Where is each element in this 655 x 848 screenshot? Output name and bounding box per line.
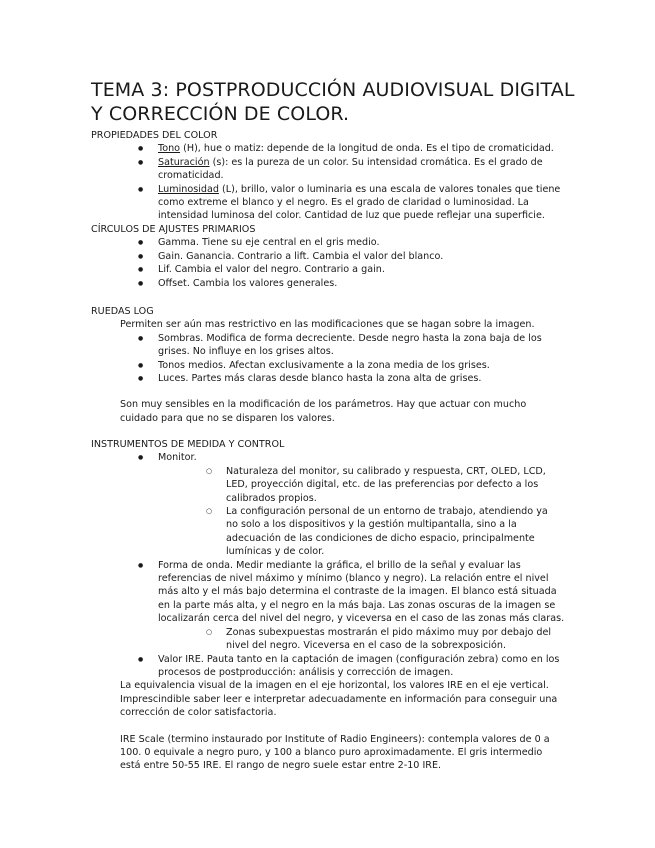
list-item: ● Valor IRE. Pauta tanto en la captación de imagen (configuración zebra) como en los procesos de postproducción: análisis y corrección de imagen.	[158, 653, 568, 680]
bullet-list	[91, 332, 571, 386]
section-note: Son muy sensibles en la modificación de los parámetros. Hay que actuar con mucho cuidado para que no se disparen los valores.	[120, 399, 527, 424]
bullet-list	[91, 451, 571, 464]
list-item	[158, 142, 568, 155]
section-heading: INSTRUMENTOS DE MEDIDA Y CONTROL	[91, 439, 285, 450]
item-text: (s): es la pureza de un color. Su intensidad cromática. Es el grado de cromaticidad.	[158, 156, 543, 182]
term: Luminosidad	[158, 183, 219, 195]
list-item: ● Tonos medios. Afectan exclusivamente a la zona media de los grises.	[158, 359, 571, 372]
item-text: (H), hue o matiz: depende de la longitud de onda. Es el tipo de cromaticidad.	[180, 143, 554, 155]
section-heading: PROPIEDADES DEL COLOR	[91, 130, 218, 141]
section-heading: RUEDAS LOG	[91, 306, 154, 317]
bullet-list	[91, 653, 571, 680]
term: Saturación	[158, 156, 210, 168]
list-item: ● Lif. Cambia el valor del negro. Contrario a gain.	[158, 263, 571, 276]
sub-list	[91, 465, 571, 559]
sub-list-item: ○ La configuración personal de un entorno de trabajo, atendiendo ya no solo a los dispositivos y la gestión multipantalla, sino a la adecuación de las condiciones de dicho espacio, principalmente lumínicas y de color.	[226, 505, 561, 559]
list-item: ● Gamma. Tiene su eje central en el gris medio.	[158, 236, 571, 249]
section-heading: CÍRCULOS DE AJUSTES PRIMARIOS	[91, 224, 256, 235]
term: Tono	[158, 143, 181, 155]
bullet-list	[91, 236, 571, 290]
list-item: ● Sombras. Modifica de forma decreciente. Desde negro hasta la zona baja de los grises. No influye en los grises altos.	[158, 332, 568, 359]
paragraph: IRE Scale (termino instaurado por Institute of Radio Engineers): contempla valores de 0 a 100. 0 equivale a negro puro, y 100 a blanco puro aproximadamente. El gris intermedio está entre 50-55 IRE. El rango de negro suele estar entre 2-10 IRE.	[120, 733, 550, 772]
section-primary-wheels	[91, 223, 571, 290]
list-item	[158, 156, 568, 183]
sub-list-item: ○ Naturaleza del monitor, su calibrado y respuesta, CRT, OLED, LCD, LED, proyección digital, etc. de las preferencias por defecto a los calibrados propios.	[226, 465, 561, 505]
list-item: ● Offset. Cambia los valores generales.	[158, 277, 571, 290]
document-title: TEMA 3: POSTPRODUCCIÓN AUDIOVISUAL DIGITAL Y CORRECCIÓN DE COLOR.	[91, 79, 575, 125]
paragraph: La equivalencia visual de la imagen en el eje horizontal, los valores IRE en el eje vertical. Imprescindible saber leer e interpretar adecuadamente en información para conseguir una corrección de color satisfactoria.	[120, 680, 558, 719]
list-item: ● Forma de onda. Medir mediante la gráfica, el brillo de la señal y evaluar las referencias de nivel máximo y mínimo (blanco y negro). La relación entre el nivel más alto y el más bajo determina el contraste de la imagen. El blanco está situada en la parte más alta, y el negro en la más baja. Las zonas oscuras de la imagen se localizarán cerca del nivel del negro, y viceversa en el caso de las zonas más claras.	[158, 559, 568, 626]
section-color-properties	[91, 129, 571, 223]
sub-list-item: ○ Zonas subexpuestas mostrarán el pido máximo muy por debajo del nivel del negro. Viceversa en el caso de la sobrexposición.	[226, 626, 561, 653]
list-item: ● Luces. Partes más claras desde blanco hasta la zona alta de grises.	[158, 372, 571, 385]
bullet-list	[91, 142, 571, 222]
list-item: ● Monitor.	[158, 451, 571, 464]
section-intro: Permiten ser aún mas restrictivo en las modificaciones que se hagan sobre la imagen.	[120, 319, 535, 331]
bullet-list	[91, 559, 571, 626]
list-item	[158, 183, 568, 223]
sub-list	[91, 626, 571, 653]
item-text: (L), brillo, valor o luminaria es una escala de valores tonales que tiene como extreme el blanco y el negro. Es el grado de claridad o luminosidad. La intensidad luminosa del color. Cantidad de luz que puede reflejar una superficie.	[158, 183, 561, 222]
list-item: ● Gain. Ganancia. Contrario a lift. Cambia el valor del blanco.	[158, 250, 571, 263]
section-log-wheels	[91, 305, 571, 425]
section-instruments	[91, 438, 571, 773]
